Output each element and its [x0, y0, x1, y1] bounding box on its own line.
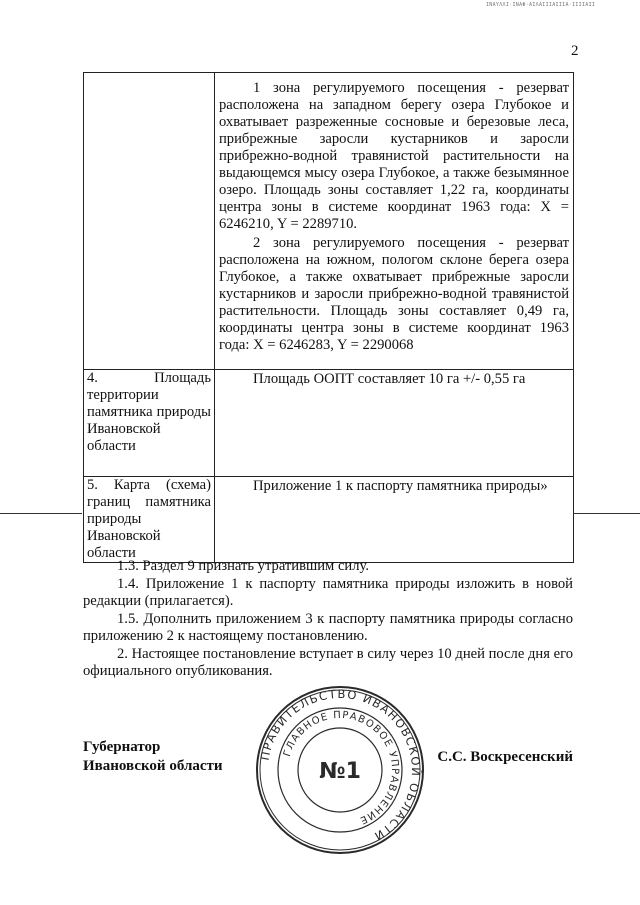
- signature-block: [83, 738, 573, 778]
- table-row-label: 5. Карта (схема) границ памятника природы Ивановской области: [84, 477, 215, 563]
- seal-outer-text: ПРАВИТЕЛЬСТВО ИВАНОВСКОЙ ОБЛАСТИ: [257, 686, 424, 844]
- seal-center-number: №1: [319, 759, 361, 784]
- paragraph: 1.3. Раздел 9 признать утратившим силу.: [117, 558, 369, 574]
- header-stamp-text: ΙΝΑΥΛΛΙ·ΙΝΑΦ·ΑΙΛΑΙΙΙΑΙΙΙΑ·ΙΙΙΙΑΙΙ: [486, 2, 596, 8]
- table-row-value: [215, 477, 574, 563]
- crop-mark-line: [0, 513, 82, 514]
- paragraph: 2. Настоящее постановление вступает в силу через 10 дней после дня его официального опубликования.: [83, 646, 573, 679]
- table-row-zones: [84, 73, 574, 370]
- seal-inner-text: ГЛАВНОЕ ПРАВОВОЕ УПРАВЛЕНИЕ: [281, 709, 401, 826]
- crop-mark-line: [573, 513, 640, 514]
- page-number: 2: [571, 43, 579, 59]
- table-cell-zones: [215, 73, 574, 370]
- signatory-title: [83, 738, 223, 776]
- map-value-text: Приложение 1 к паспорту памятника природы»: [253, 478, 548, 494]
- document-body: [83, 558, 573, 681]
- table-row-label: 4. Площадь территории памятника природы Ивановской области: [84, 370, 215, 477]
- signatory-title-line: Губернатор: [83, 739, 161, 755]
- table-row-area: [84, 370, 574, 477]
- signatory-title-line: Ивановской области: [83, 758, 223, 774]
- table-row-value: [215, 370, 574, 477]
- area-value-text: Площадь ООПТ составляет 10 га +/- 0,55 га: [253, 371, 526, 387]
- paragraph: 1.5. Дополнить приложением 3 к паспорту памятника природы согласно приложению 2 к настоящему постановлению.: [83, 611, 573, 644]
- zone-1-description: 1 зона регулируемого посещения - резерват расположена на западном берегу озера Глубокое и охватывает разреженные сосновые и березовые леса, прибрежные заросли кустарников и заросли прибрежно-водной травянистой растительности на выдающемся мысу озера Глубокое, а также безымянное озеро. Площадь зоны составляет 1,22 га, координаты центра зоны в системе координат 1963 года: X = 6246210, Y = 2289710.: [219, 80, 569, 232]
- table-cell-empty: [84, 73, 215, 370]
- zone-2-description: 2 зона регулируемого посещения - резерват расположена на южном, пологом склоне берега озера Глубокое, а также охватывает прибрежные заросли кустарников и заросли прибрежно-водной травянистой растительности. Площадь зоны составляет 0,49 га, координаты центра зоны в системе координат 1963 года: X = 6246283, Y = 2290068: [219, 235, 569, 353]
- signatory-name: С.С. Воскресенский: [437, 749, 573, 765]
- paragraph: 1.4. Приложение 1 к паспорту памятника природы изложить в новой редакции (прилагается).: [83, 576, 573, 609]
- passport-table: [83, 72, 574, 563]
- table-row-map: [84, 477, 574, 563]
